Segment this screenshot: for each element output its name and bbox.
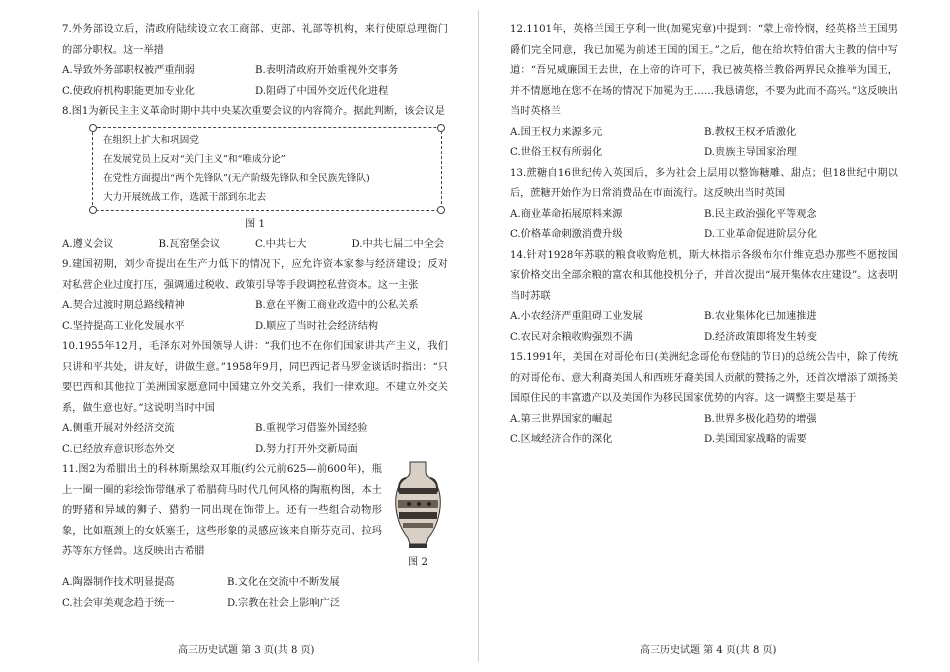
option-d: D.美国国家战略的需要: [704, 434, 807, 445]
question-10-options: [62, 419, 448, 460]
box-corner-ornament: [89, 124, 97, 132]
option-c: C.社会审美观念趋于统一: [62, 597, 175, 609]
option-b: B.表明清政府开始重视外交事务: [255, 65, 399, 76]
figure-2: [390, 458, 446, 573]
question-13-stem: 13.蔗糖自16世纪传入英国后，多为社会上层用以整饰糖雕、甜点；但18世纪中期以后，蔗糖开始作为日常消费品在市面流行。这反映出当时英国: [510, 167, 898, 199]
option-a: A.商业革命拓展原料来源: [510, 208, 623, 220]
box-line-3: 在党性方面提出“两个先锋队”(无产阶级先锋队和全民族先锋队): [103, 172, 370, 184]
question-9-options: [62, 296, 448, 337]
question-9: [62, 255, 448, 337]
option-a: A.侧重开展对外经济交流: [62, 423, 175, 434]
question-15: [510, 348, 898, 451]
box-corner-ornament: [437, 206, 445, 214]
question-13-options: [510, 205, 898, 246]
option-b: B.文化在交流中不断发展: [227, 577, 340, 588]
question-10-stem: 10.1955年12月，毛泽东对外国领导人讲：“我们也不在你们国家讲共产主义，我们只讲和平共处，讲友好，讲做生意。”1958年9月，同巴西记者马罗金谈话时指出：“只要巴西和其他拉丁美洲国家愿意同中国建立外交关系，我们一律欢迎。不建立外交关系，做生意也好。”这说明当时中国: [62, 341, 448, 414]
option-a: A.小农经济严重阻碍工业发展: [510, 311, 643, 322]
question-8-options: [62, 235, 448, 256]
question-8: [62, 102, 448, 255]
option-b: B.意在平衡工商业改造中的公私关系: [255, 300, 419, 311]
option-c: C.已经放弃意识形态外交: [62, 443, 175, 455]
question-7: [62, 20, 448, 102]
question-7-options: [62, 61, 448, 102]
figure-2-caption: 图 2: [408, 557, 428, 568]
question-11: [62, 460, 448, 614]
question-15-stem: 15.1991年，美国在对哥伦布日(美洲纪念哥伦布登陆的节日)的总统公告中，除了传统的对哥伦布、意大利裔美国人和西班牙裔美国人贡献的赞扬之外，还首次增添了颂扬美国原住民的丰富遗产以及美国作为移民国家优势的内容。这一调整主要是基于: [510, 352, 898, 404]
question-13: [510, 164, 898, 246]
option-d: D.工业革命促进阶层分化: [704, 229, 817, 240]
amphora-vase-image: [393, 458, 443, 550]
question-12: [510, 20, 898, 164]
option-d: D.经济政策即将发生转变: [704, 331, 817, 343]
option-a: A.契合过渡时期总路线精神: [62, 300, 185, 311]
question-12-options: [510, 123, 898, 164]
question-14: [510, 246, 898, 349]
figure-1-box: [92, 127, 442, 211]
option-d: D.阻碍了中国外交近代化进程: [255, 85, 389, 97]
option-d: D.顺应了当时社会经济结构: [255, 320, 379, 332]
option-c: C.农民对余粮收购强烈不满: [510, 331, 633, 343]
option-b: B.民主政治强化平等观念: [704, 208, 817, 220]
option-b: B.世界多极化趋势的增强: [704, 413, 817, 425]
question-10: [62, 337, 448, 460]
box-line-1: 在组织上扩大和巩固党: [103, 134, 199, 146]
right-page-footer: 高三历史试题 第 4 页(共 8 页): [640, 645, 777, 656]
question-8-stem: 8.图1为新民主主义革命时期中共中央某次重要会议的内容简介。据此判断，该会议是: [62, 106, 445, 117]
option-d: D.宗教在社会上影响广泛: [227, 597, 340, 609]
box-line-2: 在发展党员上反对“关门主义”和“唯成分论”: [103, 153, 286, 165]
option-c: C.价格革命刺激消费升级: [510, 229, 623, 240]
option-d: D.努力打开外交新局面: [255, 443, 358, 455]
box-corner-ornament: [89, 206, 97, 214]
question-7-stem: 7.外务部设立后，清政府陆续设立农工商部、吏部、礼部等机构，来行使原总理衙门的部分职权。这一举措: [62, 24, 448, 56]
left-page: [62, 20, 448, 614]
left-page-footer: 高三历史试题 第 3 页(共 8 页): [178, 645, 315, 656]
option-c: C.区域经济合作的深化: [510, 434, 613, 445]
option-a: A.陶器制作技术明显提高: [62, 577, 175, 588]
option-c: C.坚持提高工业化发展水平: [62, 320, 185, 332]
figure-1-caption: 图 1: [245, 218, 265, 230]
option-c: C.世俗王权有所弱化: [510, 147, 603, 158]
question-14-stem: 14.针对1928年苏联的粮食收购危机，斯大林指示各级布尔什维克恐办那些不愿按国家价格交出全部余粮的富农和其他投机分子，并首次提出“展开集体农庄建设”。这表明当时苏联: [510, 249, 898, 302]
question-12-stem: 12.1101年，英格兰国王亨利一世(加冕宪章)中提到：“蒙上帝怜悯，经英格兰王国男爵们完全同意，我已加冕为前述王国的国王。”之后，他在给坎特伯雷大主教的信中写道：“吾兄威廉国王去世，在上帝的许可下，我已被英格兰教俗两界民众推举为国王，并不情愿地在您不在场的情况下加冕为王……我恳请您，不要为此而不高兴。”这反映出当时英格兰: [510, 24, 898, 117]
option-b: B.瓦窑堡会议: [158, 238, 221, 250]
option-c: C.中共七大: [255, 238, 307, 250]
option-c: C.使政府机构职能更加专业化: [62, 85, 195, 97]
option-d: D.贵族主导国家治理: [704, 147, 797, 158]
option-b: B.教权王权矛盾激化: [704, 126, 797, 138]
right-page: [510, 20, 898, 451]
question-14-options: [510, 307, 898, 348]
page-divider: [478, 10, 479, 662]
option-b: B.重视学习借鉴外国经验: [255, 423, 368, 434]
box-corner-ornament: [437, 124, 445, 132]
question-11-stem: 11.图2为希腊出土的科林斯黑绘双耳瓶(约公元前625—前600年)，瓶上一圈一圈的彩绘饰带继承了希腊荷马时代几何风格的陶瓶构图，本土的野猪和异域的狮子、猎豹一同出现在饰带上。还有一些组合动物形象，比如瓶颈上的女妖塞壬，这些形象的灵感应该来自斯芬克司、拉玛苏等东方怪兽。这反映出古希腊: [62, 464, 382, 557]
box-line-4: 大力开展统战工作，选派干部到东北去: [103, 191, 267, 203]
option-a: A.导致外务部职权被严重削弱: [62, 65, 195, 76]
question-11-options: [62, 573, 392, 614]
option-d: D.中共七届二中全会: [351, 238, 445, 250]
question-15-options: [510, 410, 898, 451]
question-9-stem: 9.建国初期，刘少奇提出在生产力低下的情况下，应允许资本家参与经济建设；反对对私营企业过度打压，强调通过税收、政策引导等手段调控私营资本。这一主张: [62, 259, 448, 291]
option-a: A.第三世界国家的崛起: [510, 413, 613, 425]
option-a: A.遵义会议: [62, 238, 114, 250]
option-a: A.国王权力来源多元: [510, 126, 603, 138]
option-b: B.农业集体化已加速推进: [704, 311, 817, 322]
